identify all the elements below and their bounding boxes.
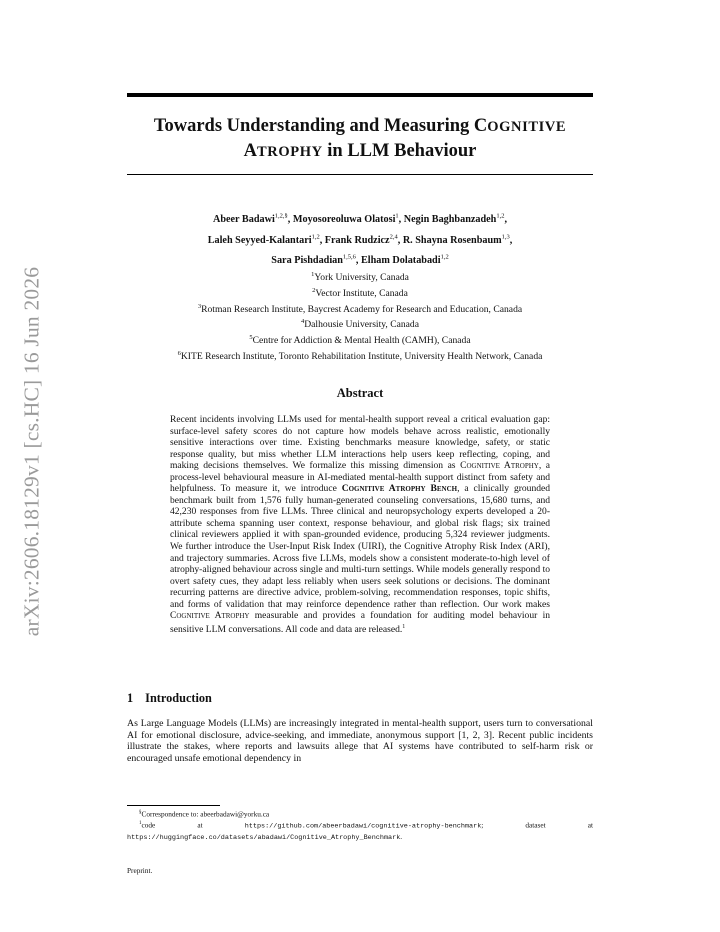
author: Sara Pishdadian$^{1,5,6}$,	[271, 253, 362, 267]
author: Negin Baghbanzadeh$^{1,2}$,	[403, 213, 507, 226]
author-list	[127, 208, 593, 269]
section-number: 1	[127, 691, 134, 705]
affiliation: $^1$York University, Canada	[311, 271, 409, 284]
footnote-code-dataset: $^1$code at https://github.com/abeerbadawi/cognitive-atrophy-benchmark; dataset at https://huggingface.co/datasets/abadawi/Cognitive_Atrophy_Benchmark.	[127, 820, 593, 843]
footnotes	[127, 808, 593, 844]
term-cognitive-atrophy-2: Cognitive Atrophy	[170, 610, 250, 622]
title-part-1: Towards Understanding and Measuring	[153, 116, 474, 136]
title-sc-c: C	[473, 116, 488, 136]
author: Moyosoreoluwa Olatosi$^1$,	[292, 213, 404, 226]
affiliation: $^5$Centre for Addiction & Mental Health (CAMH), Canada	[249, 334, 471, 347]
affiliation: $^6$KITE Research Institute, Toronto Rehabilitation Institute, University Health Network, Canada	[177, 349, 543, 363]
preprint-label: Preprint.	[127, 866, 153, 875]
term-cognitive-atrophy: Cognitive Atrophy	[460, 460, 539, 472]
abstract-text-4: measurable and provides a foundation for auditing model behaviour in sensitive LLM conversations. All code and data are released.	[170, 610, 550, 636]
footnote-mark-1[interactable]: 1	[402, 623, 406, 630]
footnote-rule	[127, 805, 220, 806]
introduction-paragraph: As Large Language Models (LLMs) are increasingly integrated in mental-health support, users turn to conversational AI for emotional disclosure, advice-seeking, and immediate, anonymous support [1, 2, 3]. Recent public incidents illustrate the stakes, where reports and lawsuits allege that AI systems have contributed to self-harm risk or encouraged unsafe emotional dependency in	[127, 718, 593, 764]
author: Abeer Badawi$^{1,2,\S}$,	[212, 213, 293, 226]
author: R. Shayna Rosenbaum$^{1,3}$,	[402, 233, 513, 246]
affiliation: $^3$Rotman Research Institute, Baycrest Academy for Research and Education, Canada	[197, 302, 523, 315]
affiliation: $^2$Vector Institute, Canada	[312, 286, 408, 299]
title-sc-ognitive: OGNITIVE	[487, 119, 567, 135]
title-bottom-rule	[127, 174, 593, 175]
affiliation: $^4$Dalhousie University, Canada	[301, 318, 419, 331]
title-top-rule	[127, 93, 593, 97]
abstract-text-3: , a clinically grounded benchmark built from 1,576 fully human-generated counseling conversations, 15,680 turns, and 42,230 responses from five LLMs. Three clinical and neuropsychology experts developed a 20-attribute schema spanning user context, response behaviour, and global risk flags; six trained clinical reviewers applied it with span-grounded evidence, producing 5,324 reviewer judgments. We further introduce the User-Input Risk Index (UIRI), the Cognitive Atrophy Risk Index (ARI), and trajectory summaries. Across five LLMs, models show a consistent moderate-to-high level of atrophy-aligned behaviour across single and multi-turn settings. While models generally respond to overt safety cues, they adapt less reliably when users seek solutions or decisions. The dominant recurring patterns are directive advice, problem-solving, recommendation responses, topic shifts, and forms of validation that may reinforce dependence rather than reflection. Our work makes	[170, 483, 551, 610]
term-benchmark-name: Cognitive Atrophy Bench	[341, 483, 458, 495]
dataset-link[interactable]: https://huggingface.co/datasets/abadawi/Cognitive_Atrophy_Benchmark	[127, 834, 401, 843]
abstract-body	[170, 414, 550, 636]
abstract-text-1: Recent incidents involving LLMs used for mental-health support reveal a critical evaluation gap: surface-level safety scores do not capture how models behave across realistic, emotionally sensitive interactions over time. Existing benchmarks measure knowledge, safety, or static response quality, but miss whether LLM interactions help users keep reflecting, coping, and making decisions themselves. We formalize this missing dimension as	[170, 414, 550, 472]
title-sc-trophy: TROPHY	[257, 144, 323, 160]
title-sc-a: A	[243, 141, 258, 161]
arxiv-id-text: arXiv:2606.18129v1 [cs.HC] 16 Jun 2026	[19, 266, 44, 636]
abstract-heading: Abstract	[336, 386, 384, 400]
author: Elham Dolatabadi$^{1,2}$	[361, 253, 449, 267]
affiliation-list	[100, 269, 620, 364]
title-part-2: in LLM Behaviour	[322, 141, 477, 161]
paper-title	[127, 114, 593, 164]
section-title: Introduction	[145, 691, 212, 705]
author: Frank Rudzicz$^{2,4}$,	[324, 233, 403, 246]
author: Laleh Seyyed-Kalantari$^{1,2}$,	[207, 233, 325, 246]
arxiv-identifier-stamp	[10, 262, 54, 640]
section-heading-introduction	[127, 691, 212, 706]
abstract-text-2: , a process-level behavioural measure in AI-mediated mental-health support distinct from safety and helpfulness. To measure it, we introduce	[170, 460, 551, 495]
footnote-correspondence: §Correspondence to: abeerbadawi@yorku.ca	[139, 809, 270, 819]
code-link[interactable]: https://github.com/abeerbadawi/cognitive-atrophy-benchmark	[244, 822, 482, 831]
